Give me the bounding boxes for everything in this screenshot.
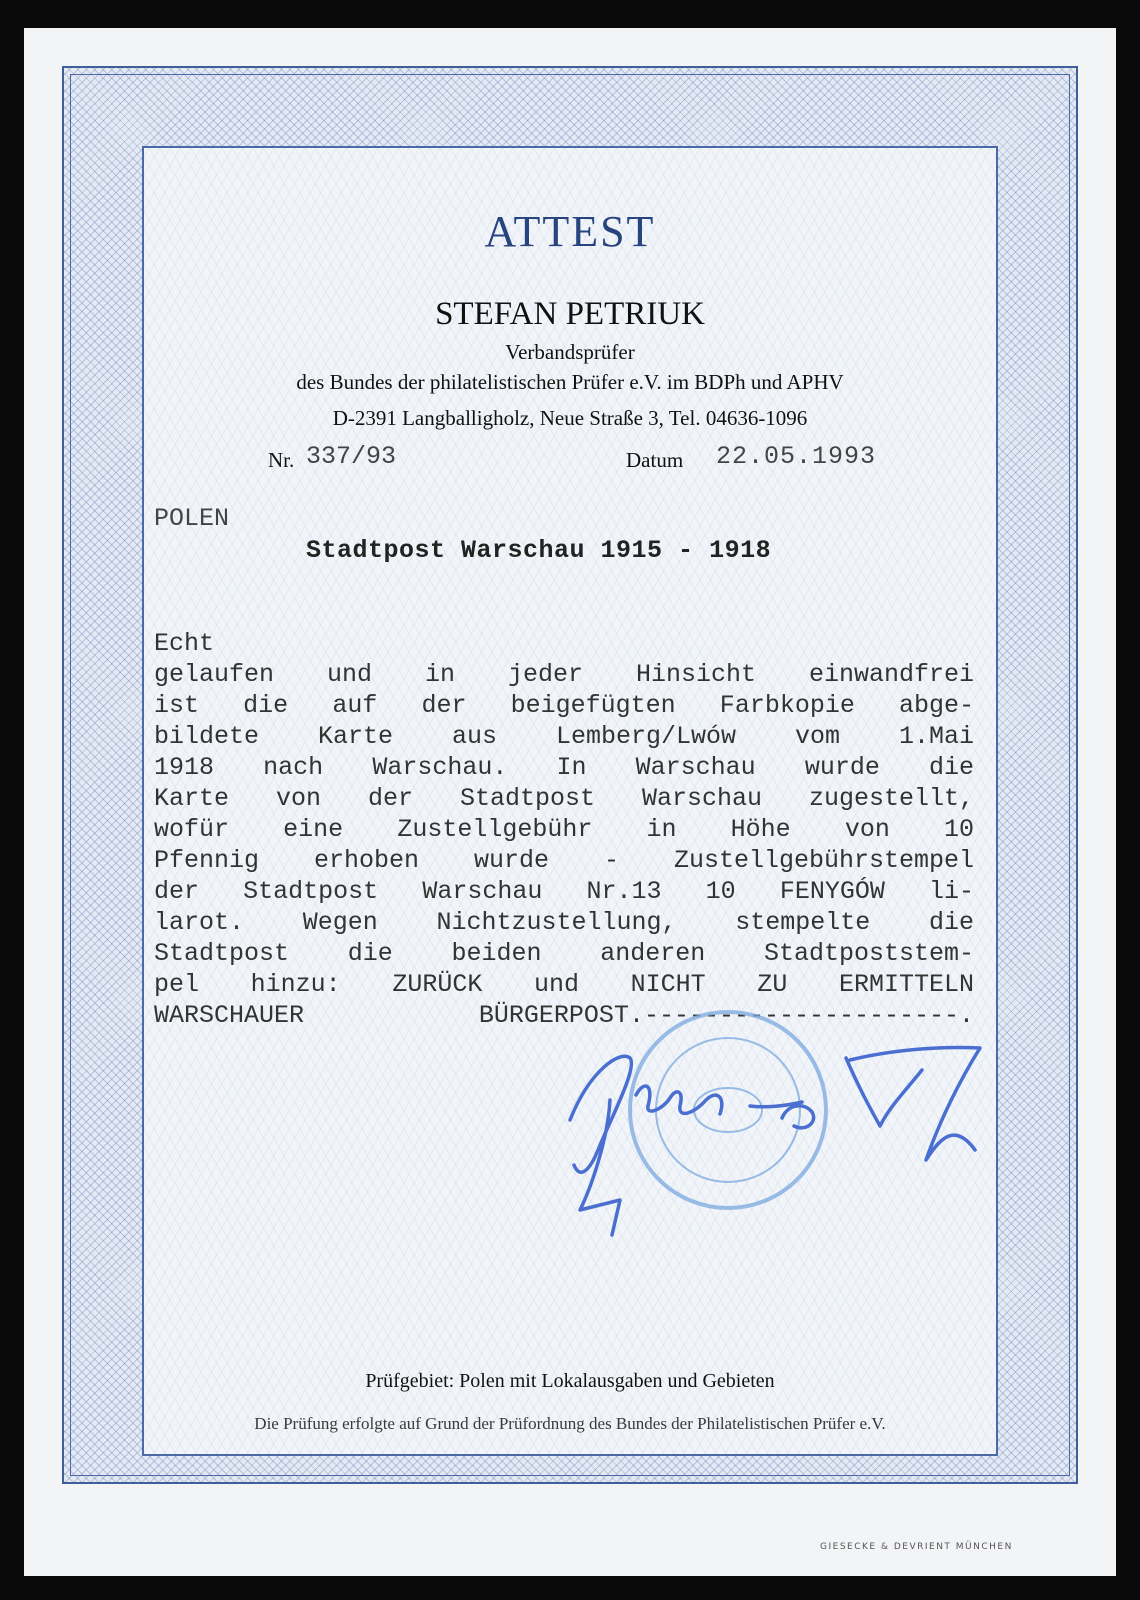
printer-imprint: GIESECKE & DEVRIENT MÜNCHEN bbox=[820, 1542, 1013, 1552]
body-line: larot. Wegen Nichtzustellung, stempelte die bbox=[154, 908, 974, 937]
certificate-number-label: Nr. bbox=[268, 448, 295, 472]
subject-heading: Stadtpost Warschau 1915 - 1918 bbox=[306, 536, 772, 565]
examiner-association: des Bundes der philatelistischen Prüfer e.V. im BDPh und APHV bbox=[296, 370, 844, 394]
examination-regulation-note: Die Prüfung erfolgte auf Grund der Prüfordnung des Bundes der Philatelistischen Prüfer e.V. bbox=[254, 1414, 886, 1433]
body-line: WARSCHAUER BÜRGERPOST.---------------------. bbox=[154, 1001, 974, 1030]
body-line: 1918 nach Warschau. In Warschau wurde die bbox=[154, 753, 974, 782]
document-title: ATTEST bbox=[484, 207, 656, 256]
body-line: pel hinzu: ZURÜCK und NICHT ZU ERMITTELN bbox=[154, 970, 974, 999]
body-line: ist die auf der beigefügten Farbkopie abge- bbox=[154, 691, 974, 720]
date-label: Datum bbox=[626, 448, 684, 472]
certificate-date: 22.05.1993 bbox=[716, 442, 877, 471]
examiner-role: Verbandsprüfer bbox=[505, 340, 635, 364]
certificate-number: 337/93 bbox=[306, 442, 397, 471]
certificate-body bbox=[154, 628, 974, 1031]
signature-and-stamp bbox=[550, 1010, 1000, 1260]
body-line: der Stadtpost Warschau Nr.13 10 FENYGÓW li- bbox=[154, 877, 974, 906]
signature-icon bbox=[570, 1048, 980, 1236]
country: POLEN bbox=[154, 504, 230, 533]
examiner-address: D-2391 Langballigholz, Neue Straße 3, Tel. 04636-1096 bbox=[332, 406, 808, 430]
examiner-name: STEFAN PETRIUK bbox=[435, 296, 705, 332]
body-line: wofür eine Zustellgebühr in Höhe von 10 bbox=[154, 815, 974, 844]
examination-field: Prüfgebiet: Polen mit Lokalausgaben und Gebieten bbox=[365, 1370, 775, 1392]
body-line: bildete Karte aus Lemberg/Lwów vom 1.Mai bbox=[154, 722, 974, 751]
body-line: Karte von der Stadtpost Warschau zugestellt, bbox=[154, 784, 974, 813]
body-line: Echt bbox=[154, 629, 215, 658]
body-line: Stadtpost die beiden anderen Stadtpoststem- bbox=[154, 939, 974, 968]
body-line: Pfennig erhoben wurde - Zustellgebührstempel bbox=[154, 846, 974, 875]
body-line: gelaufen und in jeder Hinsicht einwandfrei bbox=[154, 660, 974, 689]
